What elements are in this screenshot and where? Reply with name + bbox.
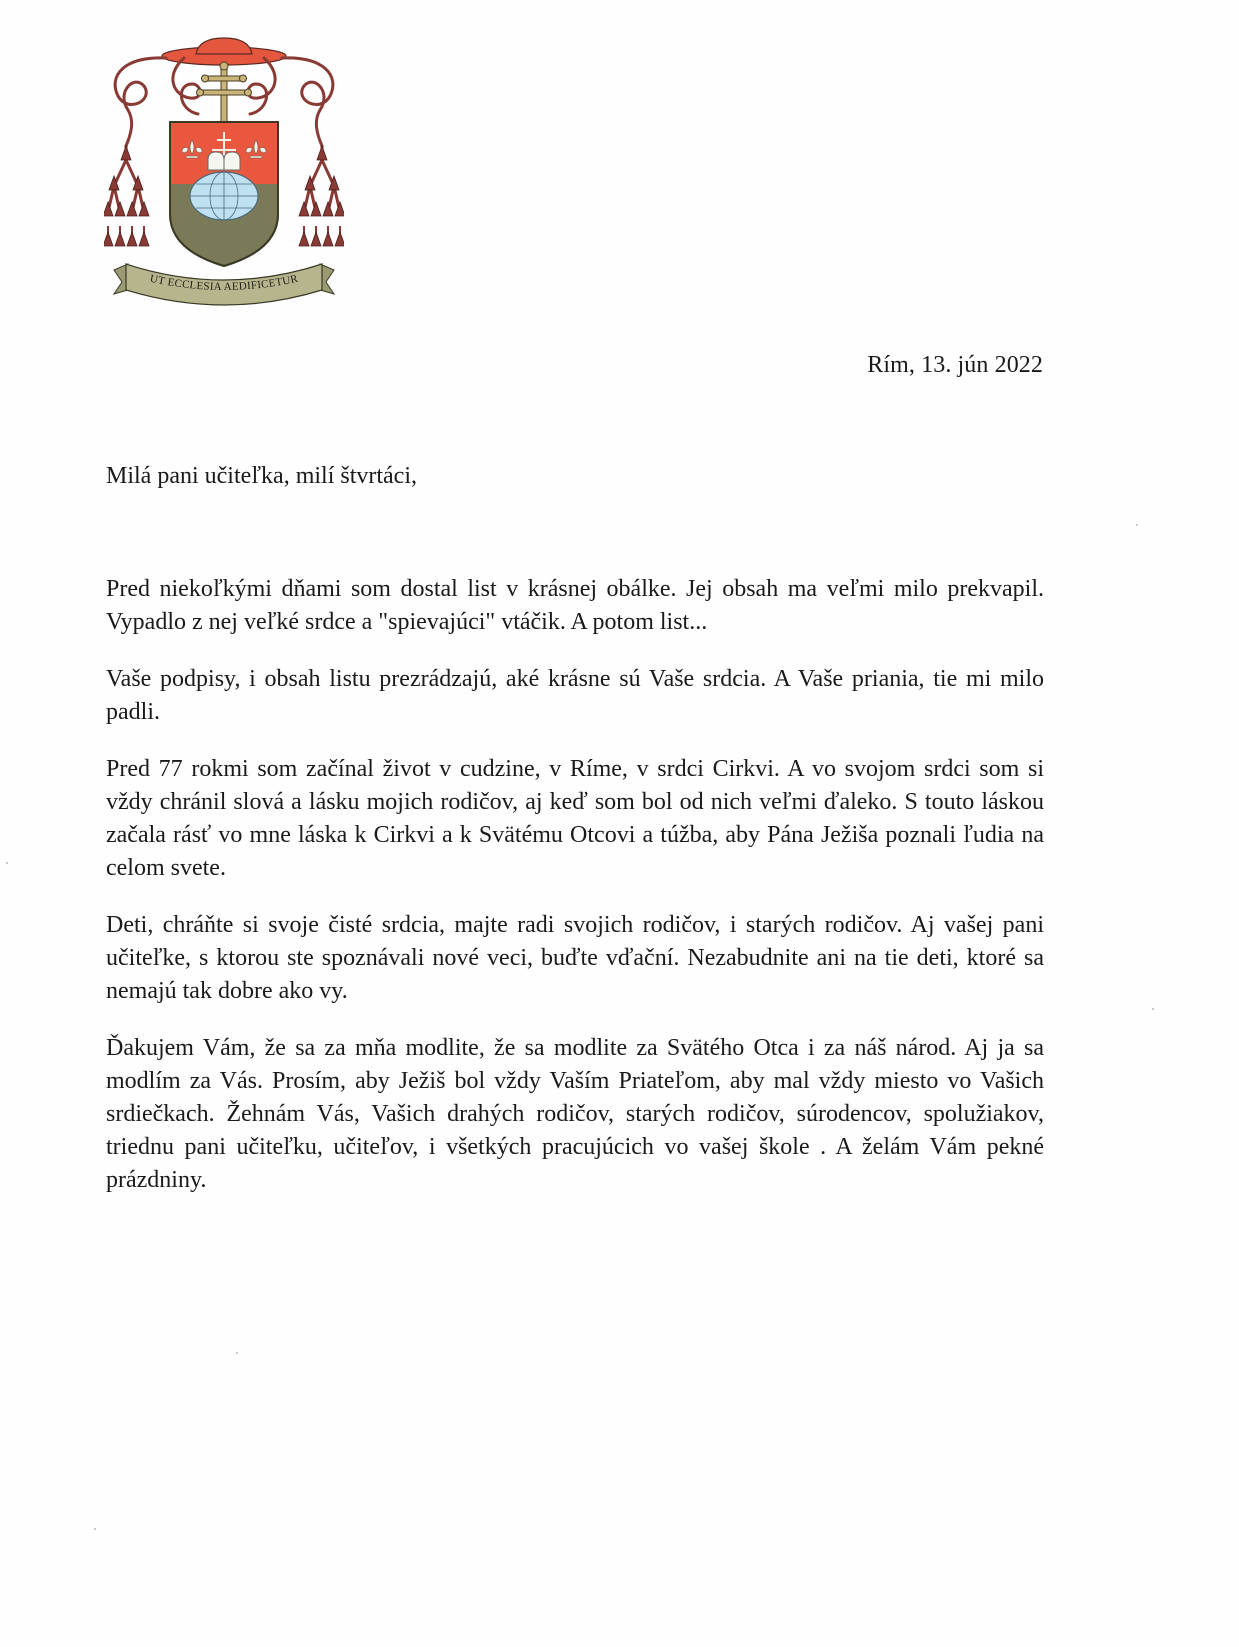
- coat-of-arms: [104, 36, 344, 326]
- globe-icon: [190, 172, 258, 220]
- letter-paragraph: Ďakujem Vám, že sa za mňa modlite, že sa modlite za Svätého Otca i za náš národ. Aj ja sa modlím za Vás. Prosím, aby Ježiš bol vždy Vaším Priateľom, aby mal vždy miesto vo Vašich srdiečkach. Žehnám Vás, Vašich drahých rodičov, starých rodičov, súrodencov, spolužiakov, triednu pani učiteľku, učiteľov, i všetkých pracujúcich vo vašej škole . A želám Vám pekné prázdniny.: [106, 1035, 1044, 1193]
- letter-body: [106, 573, 1044, 1221]
- scan-speck: [1136, 524, 1138, 526]
- letter-date: Rím, 13. jún 2022: [867, 352, 1043, 378]
- double-cross-icon: [197, 62, 252, 124]
- letter-paragraph: Deti, chráňte si svoje čisté srdcia, majte radi svojich rodičov, i starých rodičov. Aj vašej pani učiteľke, s ktorou ste spoznávali nové veci, buďte vďační. Nezabudnite ani na tie deti, ktoré sa nemajú tak dobre ako vy.: [106, 912, 1044, 1004]
- motto-ribbon: [114, 264, 334, 305]
- letter-paragraph: Pred niekoľkými dňami som dostal list v krásnej obálke. Jej obsah ma veľmi milo prekvapil. Vypadlo z nej veľké srdce a "spievajúci" vtáčik. A potom list...: [106, 576, 1044, 635]
- scan-speck: [1152, 1008, 1154, 1010]
- scan-speck: [6, 862, 8, 864]
- letter-paragraph: Pred 77 rokmi som začínal život v cudzine, v Ríme, v srdci Cirkvi. A vo svojom srdci som si vždy chránil slová a lásku mojich rodičov, aj keď som bol od nich veľmi ďaleko. S touto láskou začala rásť vo mne láska k Cirkvi a k Svätému Otcovi a túžba, aby Pána Ježiša poznali ľudia na celom svete.: [106, 756, 1044, 881]
- motto-text: UT ECCLESIA AEDIFICETUR: [148, 272, 300, 294]
- shield-icon: [170, 122, 278, 266]
- letter-paragraph: Vaše podpisy, i obsah listu prezrádzajú, aké krásne sú Vaše srdcia. A Vaše priania, tie mi milo padli.: [106, 666, 1044, 725]
- scan-speck: [94, 1528, 96, 1530]
- letter-salutation: Milá pani učiteľka, milí štvrtáci,: [106, 463, 418, 489]
- scan-speck: [236, 1352, 238, 1354]
